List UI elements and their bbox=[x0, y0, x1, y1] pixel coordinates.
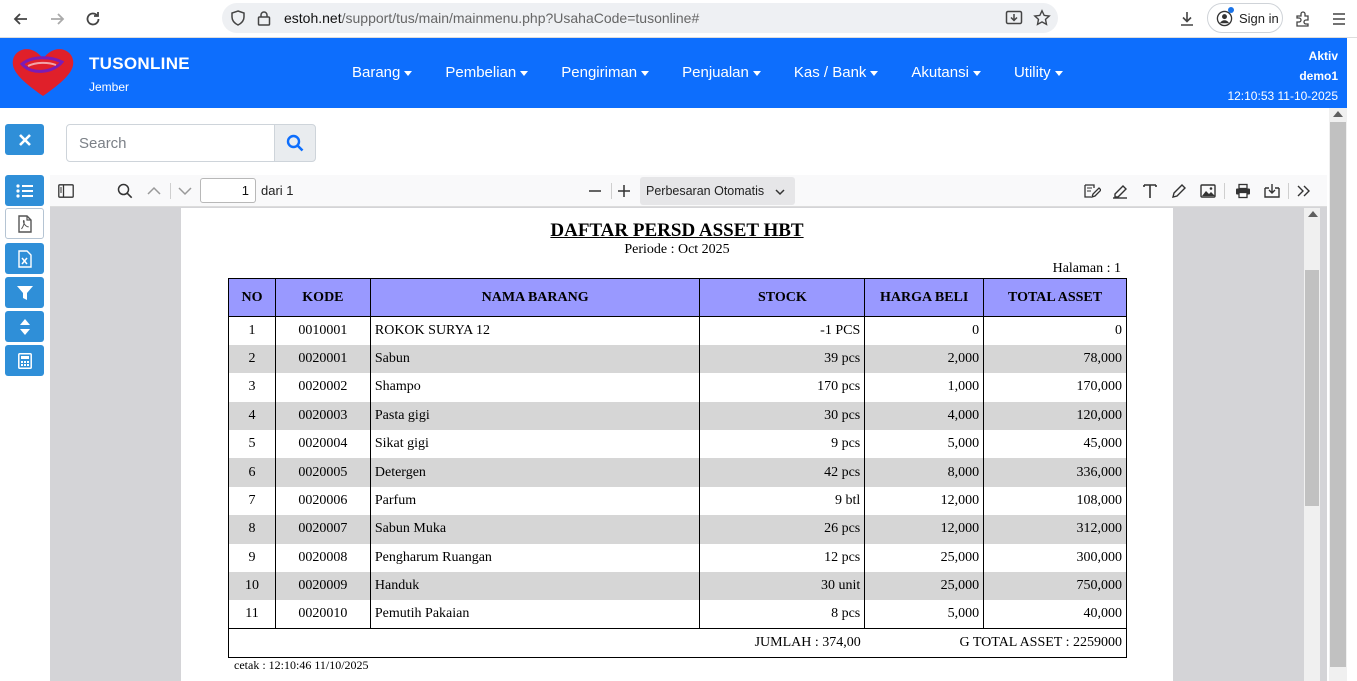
filter-icon bbox=[16, 284, 34, 302]
back-icon[interactable] bbox=[8, 6, 34, 32]
sidebar-toggle-icon[interactable] bbox=[56, 181, 76, 201]
image-tool-icon[interactable] bbox=[1198, 181, 1218, 201]
cell-no: 9 bbox=[229, 544, 276, 572]
heart-logo-icon[interactable] bbox=[10, 46, 76, 98]
cell-kode: 0020004 bbox=[275, 430, 370, 458]
main-menu bbox=[352, 64, 1096, 81]
cell-kode: 0020010 bbox=[275, 600, 370, 628]
form-fill-icon[interactable] bbox=[1082, 181, 1102, 201]
cell-stock: 9 btl bbox=[700, 487, 865, 515]
site-info-icon[interactable] bbox=[228, 8, 248, 28]
col-header: HARGA BELI bbox=[865, 279, 984, 317]
print-icon[interactable] bbox=[1233, 181, 1253, 201]
caret-down-icon bbox=[1055, 71, 1063, 76]
next-page-icon[interactable] bbox=[175, 181, 195, 201]
cell-nama: Detergen bbox=[370, 458, 700, 486]
brand-city: Jember bbox=[89, 80, 130, 94]
cell-total: 336,000 bbox=[984, 458, 1127, 486]
page-scrollbar[interactable] bbox=[1329, 108, 1347, 681]
scroll-up-icon[interactable] bbox=[1308, 211, 1318, 217]
browser-toolbar bbox=[0, 0, 1357, 38]
text-tool-icon[interactable] bbox=[1140, 181, 1160, 201]
cell-harga: 8,000 bbox=[865, 458, 984, 486]
asset-table bbox=[228, 278, 1127, 658]
reload-icon[interactable] bbox=[80, 6, 106, 32]
chevron-down-icon bbox=[775, 185, 785, 199]
toolbar-separator bbox=[1288, 183, 1289, 199]
cell-stock: 39 pcs bbox=[700, 345, 865, 373]
cell-stock: 170 pcs bbox=[700, 373, 865, 401]
cell-kode: 0020003 bbox=[275, 402, 370, 430]
notification-dot-icon bbox=[1228, 7, 1234, 13]
caret-down-icon bbox=[973, 71, 981, 76]
page-count: dari 1 bbox=[261, 183, 294, 198]
table-row bbox=[229, 373, 1127, 401]
cell-harga: 5,000 bbox=[865, 600, 984, 628]
pdf-scrollbar-thumb[interactable] bbox=[1305, 270, 1319, 506]
lock-icon bbox=[254, 8, 274, 28]
table-row bbox=[229, 515, 1127, 543]
browser-menu-icon[interactable] bbox=[1326, 6, 1352, 32]
caret-down-icon bbox=[641, 71, 649, 76]
list-button[interactable] bbox=[5, 175, 44, 206]
caret-down-icon bbox=[404, 71, 412, 76]
cell-kode: 0020009 bbox=[275, 572, 370, 600]
col-header: NO bbox=[229, 279, 276, 317]
cell-stock: 9 pcs bbox=[700, 430, 865, 458]
cell-harga: 12,000 bbox=[865, 487, 984, 515]
grand-total-asset: G TOTAL ASSET : 2259000 bbox=[865, 629, 1127, 658]
search-button[interactable] bbox=[274, 124, 316, 162]
cell-harga: 25,000 bbox=[865, 572, 984, 600]
print-timestamp: cetak : 12:10:46 11/10/2025 bbox=[234, 658, 369, 672]
cell-nama: Sikat gigi bbox=[370, 430, 700, 458]
cell-kode: 0020007 bbox=[275, 515, 370, 543]
menu-penjualan[interactable]: Penjualan bbox=[682, 64, 761, 81]
cell-stock: 26 pcs bbox=[700, 515, 865, 543]
menu-barang[interactable]: Barang bbox=[352, 64, 412, 81]
cell-no: 8 bbox=[229, 515, 276, 543]
pdf-toolbar bbox=[50, 175, 1327, 207]
cell-stock: 42 pcs bbox=[700, 458, 865, 486]
cell-nama: Parfum bbox=[370, 487, 700, 515]
caret-down-icon bbox=[753, 71, 761, 76]
cell-kode: 0020002 bbox=[275, 373, 370, 401]
session-info bbox=[1227, 46, 1338, 106]
list-icon bbox=[16, 183, 34, 199]
cell-total: 120,000 bbox=[984, 402, 1127, 430]
scroll-up-icon[interactable] bbox=[1333, 111, 1343, 117]
report-period: Periode : Oct 2025 bbox=[624, 242, 730, 257]
cell-kode: 0020006 bbox=[275, 487, 370, 515]
filter-button[interactable] bbox=[5, 277, 44, 308]
caret-down-icon bbox=[520, 71, 528, 76]
menu-pengiriman[interactable]: Pengiriman bbox=[561, 64, 649, 81]
header-datetime: 12:10:53 11-10-2025 bbox=[1227, 89, 1338, 103]
table-row bbox=[229, 600, 1127, 628]
download-icon[interactable] bbox=[1174, 6, 1200, 32]
cell-kode: 0020008 bbox=[275, 544, 370, 572]
table-row bbox=[229, 458, 1127, 486]
cell-no: 3 bbox=[229, 373, 276, 401]
close-button[interactable] bbox=[5, 124, 44, 155]
cell-total: 40,000 bbox=[984, 600, 1127, 628]
brand-name[interactable]: TUSONLINE bbox=[89, 54, 190, 73]
status-text: Aktiv bbox=[1308, 49, 1338, 63]
table-row bbox=[229, 487, 1127, 515]
cell-no: 5 bbox=[229, 430, 276, 458]
zoom-select[interactable]: Perbesaran Otomatis bbox=[640, 177, 795, 205]
col-header: KODE bbox=[275, 279, 370, 317]
cell-harga: 2,000 bbox=[865, 345, 984, 373]
cell-stock: 30 unit bbox=[700, 572, 865, 600]
cell-nama: Handuk bbox=[370, 572, 700, 600]
table-row bbox=[229, 430, 1127, 458]
page-number-input[interactable] bbox=[200, 178, 256, 203]
excel-export-button[interactable] bbox=[5, 243, 44, 274]
pdf-export-button[interactable] bbox=[5, 208, 44, 239]
cell-stock: 30 pcs bbox=[700, 402, 865, 430]
tools-menu-icon[interactable] bbox=[1294, 181, 1314, 201]
cell-total: 78,000 bbox=[984, 345, 1127, 373]
zoom-in-icon[interactable] bbox=[614, 181, 634, 201]
excel-file-icon bbox=[18, 250, 32, 268]
sign-in-label: Sign in bbox=[1239, 10, 1279, 26]
cell-nama: Pemutih Pakaian bbox=[370, 600, 700, 628]
menu-utility[interactable]: Utility bbox=[1014, 64, 1063, 81]
cell-kode: 0020005 bbox=[275, 458, 370, 486]
cell-harga: 5,000 bbox=[865, 430, 984, 458]
cell-total: 45,000 bbox=[984, 430, 1127, 458]
menu-pembelian[interactable]: Pembelian bbox=[445, 64, 528, 81]
draw-icon[interactable] bbox=[1169, 181, 1189, 201]
forward-icon[interactable] bbox=[44, 6, 70, 32]
cell-stock: 8 pcs bbox=[700, 600, 865, 628]
cell-kode: 0020001 bbox=[275, 345, 370, 373]
toolbar-separator bbox=[170, 183, 171, 199]
install-app-icon[interactable] bbox=[1004, 8, 1024, 28]
cell-harga: 0 bbox=[865, 317, 984, 345]
highlight-icon[interactable] bbox=[1110, 181, 1130, 201]
cell-stock: 12 pcs bbox=[700, 544, 865, 572]
cell-total: 0 bbox=[984, 317, 1127, 345]
cell-no: 10 bbox=[229, 572, 276, 600]
col-header: STOCK bbox=[700, 279, 865, 317]
cell-no: 6 bbox=[229, 458, 276, 486]
cell-nama: ROKOK SURYA 12 bbox=[370, 317, 700, 345]
cell-total: 300,000 bbox=[984, 544, 1127, 572]
cell-no: 2 bbox=[229, 345, 276, 373]
table-row bbox=[229, 572, 1127, 600]
cell-no: 7 bbox=[229, 487, 276, 515]
cell-nama: Shampo bbox=[370, 373, 700, 401]
table-row bbox=[229, 402, 1127, 430]
cell-harga: 1,000 bbox=[865, 373, 984, 401]
caret-down-icon bbox=[870, 71, 878, 76]
previous-page-icon[interactable] bbox=[144, 181, 164, 201]
cell-total: 108,000 bbox=[984, 487, 1127, 515]
menu-akutansi[interactable]: Akutansi bbox=[911, 64, 981, 81]
pdf-viewer bbox=[50, 175, 1327, 681]
cell-no: 4 bbox=[229, 402, 276, 430]
cell-stock: -1 PCS bbox=[700, 317, 865, 345]
cell-kode: 0010001 bbox=[275, 317, 370, 345]
calculator-button[interactable] bbox=[5, 345, 44, 376]
page-scrollbar-thumb[interactable] bbox=[1330, 122, 1346, 667]
sort-button[interactable] bbox=[5, 311, 44, 342]
sort-icon bbox=[19, 318, 31, 336]
cell-no: 1 bbox=[229, 317, 276, 345]
toolbar-separator bbox=[611, 183, 612, 199]
cell-total: 170,000 bbox=[984, 373, 1127, 401]
cell-nama: Sabun Muka bbox=[370, 515, 700, 543]
cell-nama: Pasta gigi bbox=[370, 402, 700, 430]
col-header: NAMA BARANG bbox=[370, 279, 700, 317]
address-bar[interactable] bbox=[222, 3, 1058, 33]
extensions-icon[interactable] bbox=[1290, 6, 1316, 32]
cell-no: 11 bbox=[229, 600, 276, 628]
table-header-row bbox=[229, 279, 1127, 317]
cell-harga: 25,000 bbox=[865, 544, 984, 572]
find-icon[interactable] bbox=[115, 181, 135, 201]
save-icon[interactable] bbox=[1262, 181, 1282, 201]
url-text[interactable]: estoh.net/support/tus/main/mainmenu.php?UsahaCode=tusonline# bbox=[284, 10, 700, 26]
table-footer-row bbox=[229, 629, 1127, 658]
cell-harga: 12,000 bbox=[865, 515, 984, 543]
sign-in-button[interactable] bbox=[1207, 3, 1283, 33]
table-row bbox=[229, 544, 1127, 572]
bookmark-star-icon[interactable] bbox=[1032, 8, 1052, 28]
cell-total: 750,000 bbox=[984, 572, 1127, 600]
toolbar-separator bbox=[1224, 183, 1225, 199]
col-header: TOTAL ASSET bbox=[984, 279, 1127, 317]
search-input[interactable] bbox=[66, 124, 275, 162]
report-page-number: Halaman : 1 bbox=[1052, 261, 1121, 276]
menu-kas-bank[interactable]: Kas / Bank bbox=[794, 64, 879, 81]
cell-nama: Sabun bbox=[370, 345, 700, 373]
close-icon bbox=[18, 133, 32, 147]
table-row bbox=[229, 345, 1127, 373]
calculator-icon bbox=[18, 353, 32, 369]
user-name: demo1 bbox=[1299, 69, 1338, 83]
table-row bbox=[229, 317, 1127, 345]
zoom-out-icon[interactable] bbox=[585, 181, 605, 201]
cell-harga: 4,000 bbox=[865, 402, 984, 430]
report-title: DAFTAR PERSD ASSET HBT bbox=[550, 220, 804, 241]
cell-total: 312,000 bbox=[984, 515, 1127, 543]
jumlah-total: JUMLAH : 374,00 bbox=[229, 629, 865, 658]
pdf-page bbox=[181, 208, 1173, 681]
search-icon bbox=[286, 134, 304, 152]
pdf-scrollbar[interactable] bbox=[1304, 208, 1320, 681]
cell-nama: Pengharum Ruangan bbox=[370, 544, 700, 572]
pdf-file-icon bbox=[18, 215, 32, 233]
app-header bbox=[0, 38, 1347, 108]
